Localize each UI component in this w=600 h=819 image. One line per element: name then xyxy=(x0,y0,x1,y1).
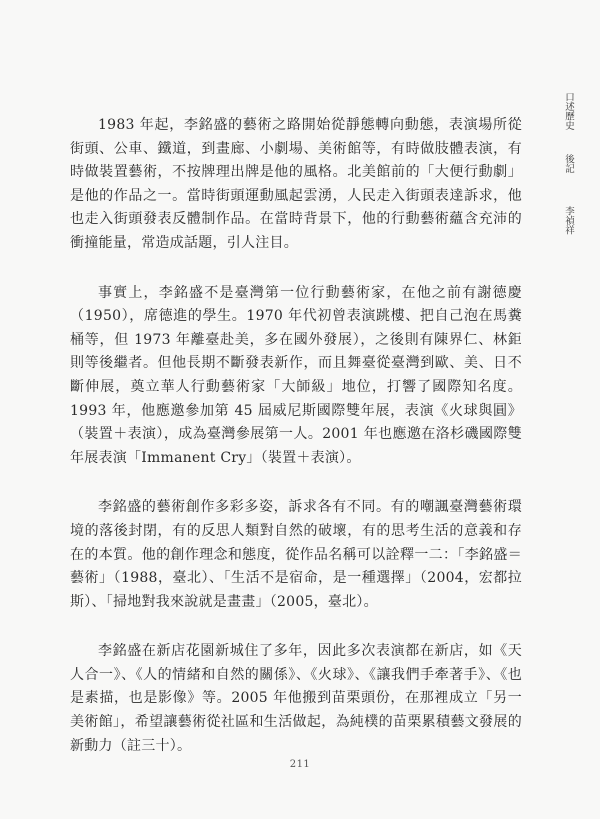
body-text xyxy=(70,114,522,758)
paragraph-1: 1983 年起，李銘盛的藝術之路開始從靜態轉向動態，表演場所從街頭、公車、鐵道，到畫廊、小劇場、美術館等，有時做肢體表演，有時做裝置藝術，不按牌理出牌是他的風格。北美館前的「大便行動劇」是他的作品之一。當時街頭運動風起雲湧，人民走入街頭表達訴求，他也走入街頭發表反體制作品。在當時背景下，他的行動藝術蘊含充沛的衝撞能量，常造成話題，引人注目。 xyxy=(70,117,522,251)
section-title: 後記 xyxy=(563,154,574,173)
page-number: 211 xyxy=(289,759,311,770)
author-name: 李禎祥 xyxy=(563,206,574,235)
paragraph-2: 事實上，李銘盛不是臺灣第一位行動藝術家，在他之前有謝德慶（1950），席德進的學生。1970 年代初曾表演跳樓、把自己泡在馬糞桶等，但 1973 年離臺赴美，多在國外發展），之後則有陳界仁、林鉅則等後繼者。但他長期不斷發表新作，而且舞臺從臺灣到歐、美、日不斷伸展，奠立華人行動藝術家「大師級」地位，打響了國際知名度。1993 年，他應邀參加第 45 屆威尼斯國際雙年展，表演《火球與圓》（裝置＋表演），成為臺灣參展第一人。2001 年也應邀在洛杉磯國際雙年展表演「Immanent Cry」（裝置＋表演）。 xyxy=(70,284,522,466)
paragraph-3: 李銘盛的藝術創作多彩多姿，訴求各有不同。有的嘲諷臺灣藝術環境的落後封閉，有的反思人類對自然的破壞，有的思考生活的意義和存在的本質。他的創作理念和態度，從作品名稱可以詮釋一二：「李銘盛＝藝術」（1988，臺北）、「生活不是宿命，是一種選擇」（2004，宏都拉斯）、「掃地對我來說就是畫畫」（2005，臺北）。 xyxy=(70,499,522,610)
series-title: 口述歷史 xyxy=(563,92,574,130)
running-header xyxy=(561,92,575,235)
paragraph-4: 李銘盛在新店花園新城住了多年，因此多次表演都在新店，如《天人合一》、《人的情緒和自然的關係》、《火球》、《讓我們手牽著手》、《也是素描，也是影像》等。2005 年他搬到苗栗頭份，在那裡成立「另一美術館」，希望讓藝術從社區和生活做起，為純樸的苗栗累積藝文發展的新動力（註三十）。 xyxy=(70,643,522,754)
